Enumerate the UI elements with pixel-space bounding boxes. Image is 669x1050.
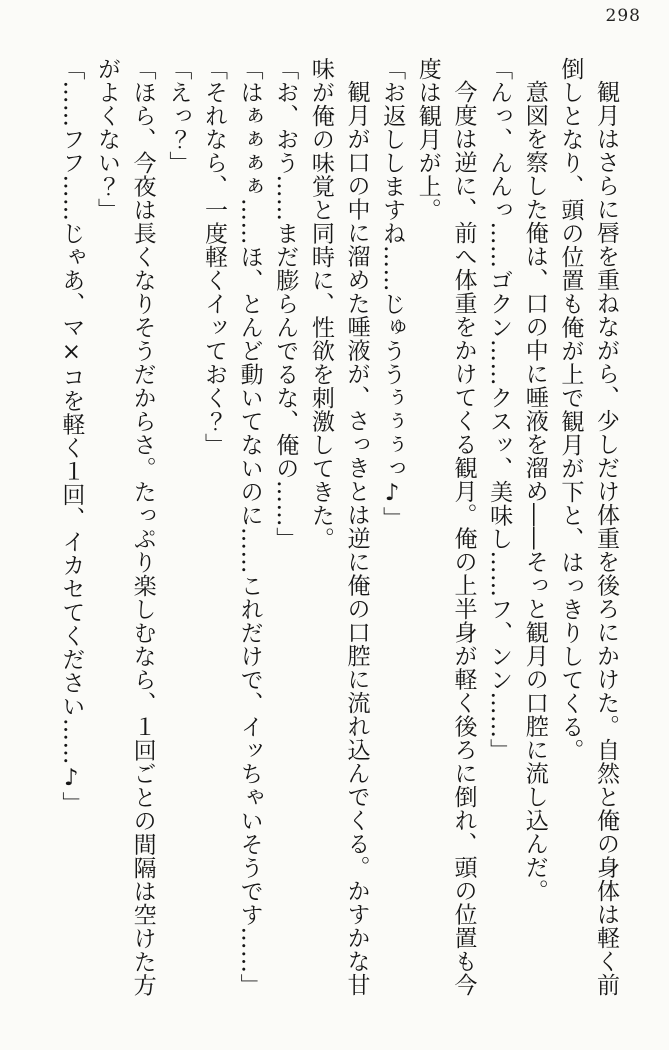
paragraph-11: 「ほら、今夜は長くなりそうだからさ。たっぷり楽しむなら、１回ごとの間隔は空けた方がよくない？」 [94,57,156,997]
paragraph-10: 「えっ？」 [165,57,192,175]
paragraph-5: 「お返ししますね……じゅううぅぅぅっ♪」 [379,57,406,530]
paragraph-12: 「……フフ……じゃあ、マ×コを軽く１回、イカセてください……♪」 [58,57,85,815]
paragraph-2: 意図を察した俺は、口の中に唾液を溜め――そっと観月の口腔に流し込んだ。 [521,80,548,903]
novel-text-body [53,57,623,1002]
paragraph-1: 観月はさらに唇を重ねながら、少しだけ体重を後ろにかけた。自然と俺の身体は軽く前倒しとなり、頭の位置も俺が上で観月が下と、はっきりしてくる。 [557,57,619,997]
paragraph-4: 今度は逆に、前へ体重をかけてくる観月。俺の上半身が軽く後ろに倒れ、頭の位置も今度は観月が上。 [414,57,477,997]
paragraph-6: 観月が口の中に溜めた唾液が、さっきとは逆に俺の口腔に流れ込んでくる。かすかな甘味が俺の味覚と同時に、性欲を刺激してきた。 [307,57,370,997]
paragraph-8: 「はぁぁぁぁ……ほ、とんど動いてないのに……これだけで、イッちゃいそうです……」 [236,57,263,997]
paragraph-9: 「それなら、一度軽くイッておく？」 [200,57,227,457]
paragraph-3: 「んっ、んんっ……ゴクン……クスッ、美味し……フ、ンン……」 [486,57,513,762]
page-number: 298 [605,6,641,26]
paragraph-7: 「お、おう……まだ膨らんでるな、俺の……」 [272,57,299,551]
